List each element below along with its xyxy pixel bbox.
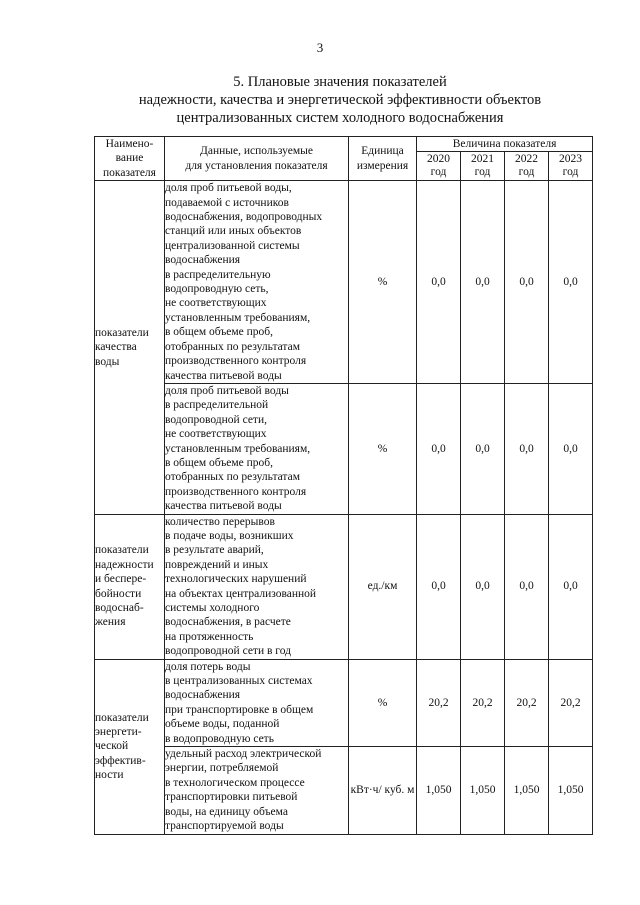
- value-cell: 20,2: [417, 659, 461, 746]
- table-title: [40, 73, 640, 127]
- table-row: [95, 514, 593, 659]
- value-cell: 1,050: [549, 747, 593, 834]
- value-cell: 0,0: [549, 383, 593, 514]
- value-cell: 20,2: [461, 659, 505, 746]
- indicator-group-name: показатели надежности и беспере- бойности водоснаб- жения: [95, 514, 165, 659]
- source-data-cell: доля потерь воды в централизованных системах водоснабжения при транспортировке в общем объеме воды, поданной в водопроводную сеть: [165, 659, 349, 746]
- header-source-data: Данные, используемые для установления показателя: [165, 137, 349, 181]
- value-cell: 1,050: [461, 747, 505, 834]
- unit-cell: %: [349, 383, 417, 514]
- title-line: 5. Плановые значения показателей: [233, 74, 447, 90]
- title-line: надежности, качества и энергетической эффективности объектов: [138, 92, 542, 108]
- header-year-2023: 2023 год: [549, 152, 593, 181]
- value-cell: 20,2: [549, 659, 593, 746]
- value-cell: 1,050: [505, 747, 549, 834]
- value-cell: 0,0: [417, 181, 461, 384]
- unit-cell: ед./км: [349, 514, 417, 659]
- header-value-group: Величина показателя: [417, 137, 593, 152]
- page-number: 3: [316, 40, 324, 55]
- value-cell: 0,0: [417, 514, 461, 659]
- header-year-2020: 2020 год: [417, 152, 461, 181]
- header-unit: Единица измерения: [349, 137, 417, 181]
- unit-cell: кВт·ч/ куб. м: [349, 747, 417, 834]
- indicators-table: [94, 136, 593, 835]
- header-indicator-name: Наимено- вание показателя: [95, 137, 165, 181]
- table-row: [95, 383, 593, 514]
- value-cell: 0,0: [461, 383, 505, 514]
- value-cell: 0,0: [549, 181, 593, 384]
- value-cell: 1,050: [417, 747, 461, 834]
- header-year-2021: 2021 год: [461, 152, 505, 181]
- value-cell: 0,0: [505, 181, 549, 384]
- table-row: [95, 181, 593, 384]
- title-line: централизованных систем холодного водоснабжения: [176, 110, 504, 126]
- value-cell: 0,0: [417, 383, 461, 514]
- value-cell: 0,0: [505, 514, 549, 659]
- header-year-2022: 2022 год: [505, 152, 549, 181]
- source-data-cell: доля проб питьевой воды в распределительной водопроводной сети, не соответствующих установленным требованиям, в общем объеме проб, отобранных по результатам производственного контроля качества питьевой воды: [165, 383, 349, 514]
- value-cell: 0,0: [461, 181, 505, 384]
- source-data-cell: удельный расход электрической энергии, потребляемой в технологическом процессе транспортировки питьевой воды, на единицу объема транспортируемой воды: [165, 747, 349, 834]
- table-row: [95, 659, 593, 746]
- unit-cell: %: [349, 181, 417, 384]
- unit-cell: %: [349, 659, 417, 746]
- value-cell: 0,0: [461, 514, 505, 659]
- value-cell: 0,0: [505, 383, 549, 514]
- indicator-group-name: показатели энергети- ческой эффектив- ности: [95, 659, 165, 834]
- value-cell: 20,2: [505, 659, 549, 746]
- indicator-group-name: показатели качества воды: [95, 181, 165, 514]
- table-row: [95, 747, 593, 834]
- source-data-cell: количество перерывов в подаче воды, возникших в результате аварий, повреждений и иных технологических нарушений на объектах централизованной системы холодного водоснабжения, в расчете на протяженность водопроводной сети в год: [165, 514, 349, 659]
- value-cell: 0,0: [549, 514, 593, 659]
- source-data-cell: доля проб питьевой воды, подаваемой с источников водоснабжения, водопроводных станций или иных объектов централизованной системы водоснабжения в распределительную водопроводную сеть, не соответствующих установленным требованиям, в общем объеме проб, отобранных по результатам производственного контроля качества питьевой воды: [165, 181, 349, 384]
